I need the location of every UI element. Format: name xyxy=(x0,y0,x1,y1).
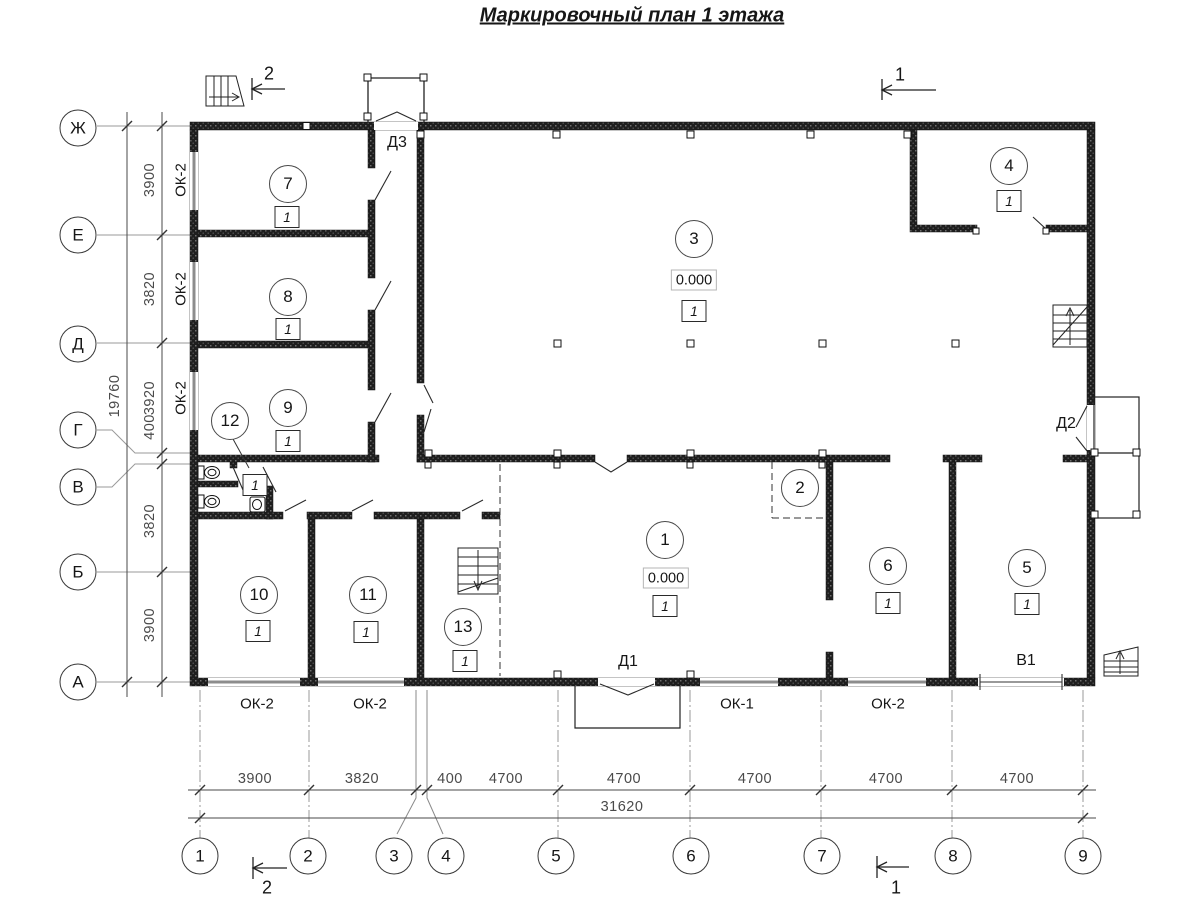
drawing-title: Маркировочный план 1 этажа xyxy=(479,4,785,27)
door-label-d2: Д2 xyxy=(1056,415,1076,432)
room-4-finish-mark: 1 xyxy=(997,190,1022,212)
section-label-top-1: 1 xyxy=(894,64,906,85)
window-label-bottom-1: ОК-2 xyxy=(353,695,387,713)
gate-v1-opening xyxy=(980,674,1062,690)
dim-left-segment-2: 3920 xyxy=(142,380,158,416)
room-6-number-bubble: 6 xyxy=(869,547,907,585)
dim-bottom-segment-5: 4700 xyxy=(737,771,773,787)
axis-bubble-row-e: Е xyxy=(60,217,97,254)
dim-bottom-segment-6: 4700 xyxy=(868,771,904,787)
stairs-icon-entry-bottom-right xyxy=(1104,647,1138,676)
section-label-top-2: 2 xyxy=(263,63,275,84)
room-1-elevation-mark: 0.000 xyxy=(643,568,689,589)
sink-icon xyxy=(250,497,265,512)
room-5-finish-mark: 1 xyxy=(1015,593,1040,615)
section-label-bottom-1: 1 xyxy=(890,877,902,898)
dim-left-segment-5: 3900 xyxy=(142,607,158,643)
room-1-number-bubble: 1 xyxy=(646,521,684,559)
room-5-number-bubble: 5 xyxy=(1008,549,1046,587)
window-label-left-0: ОК-2 xyxy=(172,163,190,197)
window-label-left-1: ОК-2 xyxy=(172,272,190,306)
room-12-number-bubble: 12 xyxy=(211,402,249,440)
dim-bottom-segment-4: 4700 xyxy=(606,771,642,787)
room-3-elevation-mark: 0.000 xyxy=(671,270,717,291)
window-label-left-2: ОК-2 xyxy=(172,381,190,415)
axis-bubble-col-9: 9 xyxy=(1065,838,1102,875)
dim-left-segment-4: 3820 xyxy=(142,503,158,539)
door-label-d3: Д3 xyxy=(387,134,407,151)
window-openings xyxy=(190,122,1095,686)
axis-bubble-col-5: 5 xyxy=(538,838,575,875)
room-3-number-bubble: 3 xyxy=(675,220,713,258)
axis-bubble-col-8: 8 xyxy=(935,838,972,875)
section-mark-top-1 xyxy=(882,79,936,100)
room-9-number-bubble: 9 xyxy=(269,389,307,427)
section-label-bottom-2: 2 xyxy=(261,877,273,898)
room-9-finish-mark: 1 xyxy=(276,430,301,452)
room-10-finish-mark: 1 xyxy=(246,620,271,642)
dim-left-segment-0: 3900 xyxy=(142,162,158,198)
axis-lines-bottom xyxy=(200,690,1083,838)
axis-bubble-row-b: Б xyxy=(60,554,97,591)
dim-bottom-segment-3: 4700 xyxy=(488,771,524,787)
axis-leaders-3-4 xyxy=(397,690,443,834)
axis-bubble-row-g: Г xyxy=(60,412,97,449)
dim-bottom-segment-0: 3900 xyxy=(237,771,273,787)
axis-bubble-col-3: 3 xyxy=(376,838,413,875)
dim-bottom-segment-2: 400 xyxy=(437,771,463,787)
section-mark-bottom-2 xyxy=(253,857,287,879)
window-label-bottom-2: ОК-1 xyxy=(720,695,754,713)
porch-d1 xyxy=(575,686,680,728)
dim-left-segment-1: 3820 xyxy=(142,271,158,307)
room-10-number-bubble: 10 xyxy=(240,576,278,614)
axis-bubble-col-2: 2 xyxy=(290,838,327,875)
dim-bottom-segment-7: 4700 xyxy=(999,771,1035,787)
room-6-finish-mark: 1 xyxy=(876,592,901,614)
axis-bubble-col-4: 4 xyxy=(428,838,465,875)
axis-bubble-row-d: Д xyxy=(60,326,97,363)
room-8-finish-mark: 1 xyxy=(276,318,301,340)
gate-label-v1: В1 xyxy=(1016,652,1036,669)
vestibule-d2 xyxy=(1091,397,1140,518)
vestibule-d3 xyxy=(364,74,427,122)
stairs-icon-room13 xyxy=(458,548,498,594)
axis-bubble-col-6: 6 xyxy=(673,838,710,875)
axis-bubble-col-7: 7 xyxy=(804,838,841,875)
axis-bubble-row-v: В xyxy=(60,469,97,506)
dim-bottom-total: 31620 xyxy=(600,799,644,815)
dim-left-segment-3: 400 xyxy=(142,414,158,440)
room-12-finish-mark: 1 xyxy=(243,474,268,496)
walls xyxy=(190,122,1095,686)
axis-bubble-row-a: А xyxy=(60,664,97,701)
room-1-finish-mark: 1 xyxy=(653,595,678,617)
stairs-icon-interior-right xyxy=(1053,305,1087,347)
room-7-finish-mark: 1 xyxy=(275,206,300,228)
window-label-bottom-0: ОК-2 xyxy=(240,695,274,713)
room-2-number-bubble: 2 xyxy=(781,469,819,507)
room-3-finish-mark: 1 xyxy=(682,300,707,322)
dim-left-total: 19760 xyxy=(107,374,123,418)
stairs-icon-entry-top-left xyxy=(206,76,244,106)
window-label-bottom-3: ОК-2 xyxy=(871,695,905,713)
room-11-finish-mark: 1 xyxy=(354,621,379,643)
door-label-d1: Д1 xyxy=(618,653,638,670)
room-11-number-bubble: 11 xyxy=(349,576,387,614)
section-mark-bottom-1 xyxy=(877,856,909,878)
room-8-number-bubble: 8 xyxy=(269,278,307,316)
room-7-number-bubble: 7 xyxy=(269,165,307,203)
dim-bottom-segment-1: 3820 xyxy=(344,771,380,787)
toilet-icon-1 xyxy=(198,466,220,479)
room-13-number-bubble: 13 xyxy=(444,608,482,646)
axis-bubble-col-1: 1 xyxy=(182,838,219,875)
toilet-icon-2 xyxy=(198,495,220,508)
room-13-finish-mark: 1 xyxy=(453,650,478,672)
axis-bubble-row-zh: Ж xyxy=(60,110,97,147)
room-4-number-bubble: 4 xyxy=(990,147,1028,185)
